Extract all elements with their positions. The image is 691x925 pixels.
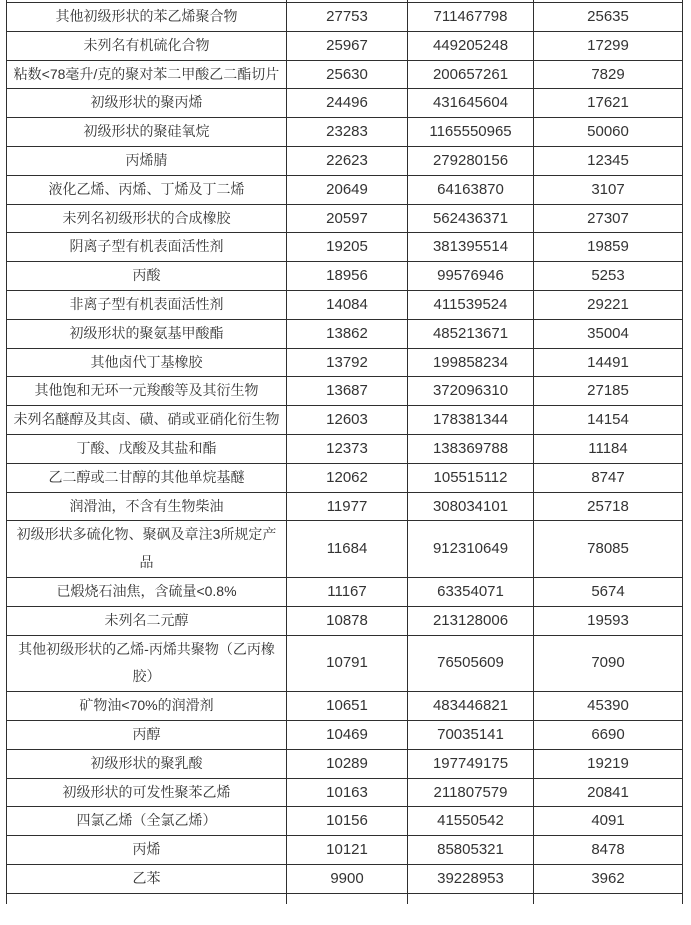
value-cell-3: 8747 [534,463,683,492]
value-cell-1: 25630 [287,60,408,89]
value-cell-3: 6690 [534,720,683,749]
product-name-cell: 粘数<78毫升/克的聚对苯二甲酸乙二酯切片 [7,60,287,89]
product-name-cell: 阴离子型有机表面活性剂 [7,233,287,262]
product-name-cell: 初级形状的聚乳酸 [7,749,287,778]
value-cell-2: 483446821 [408,692,534,721]
product-name-cell: 丙酸 [7,262,287,291]
product-name-cell: 其他卤代丁基橡胶 [7,348,287,377]
product-name-cell: 初级形状的聚硅氧烷 [7,118,287,147]
value-cell-1: 22623 [287,146,408,175]
value-cell-2: 200657261 [408,60,534,89]
product-name-cell: 丙醇 [7,720,287,749]
table-row [7,204,683,233]
value-cell-3: 3962 [534,864,683,893]
product-name-cell: 丁酸、戊酸及其盐和酯 [7,434,287,463]
value-cell-2: 562436371 [408,204,534,233]
value-cell-1: 27753 [287,3,408,32]
table-row [7,492,683,521]
product-name-cell: 四氯乙烯（全氯乙烯） [7,807,287,836]
product-name-cell: 其他饱和无环一元羧酸等及其衍生物 [7,377,287,406]
value-cell-3: 27185 [534,377,683,406]
table-row [7,720,683,749]
product-name-cell: 初级形状的聚丙烯 [7,89,287,118]
table-row [7,434,683,463]
product-name-cell: 未列名初级形状的合成橡胶 [7,204,287,233]
value-cell-2: 211807579 [408,778,534,807]
table-row [7,406,683,435]
value-cell-3: 11184 [534,434,683,463]
table-row [7,778,683,807]
value-cell-2: 138369788 [408,434,534,463]
value-cell-1: 18956 [287,262,408,291]
table-row [7,521,683,578]
value-cell-3: 50060 [534,118,683,147]
product-name-cell: 初级形状的可发性聚苯乙烯 [7,778,287,807]
product-name-cell: 其他初级形状的乙烯-丙烯共聚物（乙丙橡胶） [7,635,287,692]
value-cell-2: 76505609 [408,635,534,692]
value-cell-1: 13862 [287,319,408,348]
value-cell-1: 9900 [287,864,408,893]
table-row [7,463,683,492]
value-cell-3: 27307 [534,204,683,233]
value-cell-1: 10289 [287,749,408,778]
value-cell-3: 45390 [534,692,683,721]
value-cell-1: 10163 [287,778,408,807]
value-cell-1: 25967 [287,31,408,60]
value-cell-2: 85805321 [408,836,534,865]
table-row [7,807,683,836]
value-cell-1: 23283 [287,118,408,147]
value-cell-3: 25718 [534,492,683,521]
value-cell-1: 12373 [287,434,408,463]
table-row [7,175,683,204]
value-cell-2: 39228953 [408,864,534,893]
product-name-cell: 其他初级形状的苯乙烯聚合物 [7,3,287,32]
table-row [7,749,683,778]
value-cell-1: 24496 [287,89,408,118]
value-cell-3: 5253 [534,262,683,291]
value-cell-1: 13687 [287,377,408,406]
value-cell-2: 197749175 [408,749,534,778]
product-name-cell: 未列名醚醇及其卤、磺、硝或亚硝化衍生物 [7,406,287,435]
product-name-cell: 润滑油，不含有生物柴油 [7,492,287,521]
product-name-cell: 丙烯腈 [7,146,287,175]
value-cell-3: 20841 [534,778,683,807]
value-cell-2: 199858234 [408,348,534,377]
table-row [7,31,683,60]
table-row [7,233,683,262]
value-cell-2: 41550542 [408,807,534,836]
value-cell-3: 4091 [534,807,683,836]
clipped-cell [408,893,534,904]
clipped-cell [534,893,683,904]
product-name-cell: 未列名二元醇 [7,606,287,635]
value-cell-3: 14154 [534,406,683,435]
table-row [7,635,683,692]
value-cell-1: 10469 [287,720,408,749]
clipped-cell [7,893,287,904]
table-row [7,262,683,291]
product-name-cell: 已煅烧石油焦，含硫量<0.8% [7,577,287,606]
value-cell-3: 19219 [534,749,683,778]
value-cell-3: 19593 [534,606,683,635]
value-cell-3: 3107 [534,175,683,204]
value-cell-1: 12062 [287,463,408,492]
value-cell-1: 13792 [287,348,408,377]
table-row [7,577,683,606]
value-cell-2: 912310649 [408,521,534,578]
value-cell-1: 10651 [287,692,408,721]
product-name-cell: 液化乙烯、丙烯、丁烯及丁二烯 [7,175,287,204]
value-cell-3: 29221 [534,290,683,319]
product-name-cell: 丙烯 [7,836,287,865]
product-name-cell: 矿物油<70%的润滑剂 [7,692,287,721]
product-name-cell: 未列名有机硫化合物 [7,31,287,60]
value-cell-3: 35004 [534,319,683,348]
value-cell-3: 7829 [534,60,683,89]
product-data-table [6,0,683,904]
table-row [7,836,683,865]
value-cell-3: 17621 [534,89,683,118]
value-cell-1: 10791 [287,635,408,692]
value-cell-1: 11977 [287,492,408,521]
value-cell-1: 10121 [287,836,408,865]
value-cell-3: 8478 [534,836,683,865]
clipped-cell [287,893,408,904]
product-name-cell: 乙苯 [7,864,287,893]
value-cell-2: 1165550965 [408,118,534,147]
clipped-row-bottom [7,893,683,904]
table-row [7,864,683,893]
table-row [7,319,683,348]
value-cell-2: 64163870 [408,175,534,204]
table-row [7,3,683,32]
value-cell-2: 70035141 [408,720,534,749]
value-cell-2: 105515112 [408,463,534,492]
value-cell-2: 213128006 [408,606,534,635]
value-cell-1: 11167 [287,577,408,606]
value-cell-3: 19859 [534,233,683,262]
value-cell-3: 7090 [534,635,683,692]
product-name-cell: 非离子型有机表面活性剂 [7,290,287,319]
table-row [7,348,683,377]
value-cell-2: 372096310 [408,377,534,406]
table-row [7,118,683,147]
value-cell-3: 78085 [534,521,683,578]
table-row [7,60,683,89]
value-cell-3: 5674 [534,577,683,606]
value-cell-2: 411539524 [408,290,534,319]
value-cell-3: 17299 [534,31,683,60]
table-row [7,692,683,721]
value-cell-1: 20649 [287,175,408,204]
value-cell-2: 279280156 [408,146,534,175]
value-cell-2: 63354071 [408,577,534,606]
value-cell-3: 12345 [534,146,683,175]
value-cell-1: 19205 [287,233,408,262]
value-cell-2: 381395514 [408,233,534,262]
value-cell-2: 178381344 [408,406,534,435]
value-cell-2: 449205248 [408,31,534,60]
value-cell-2: 711467798 [408,3,534,32]
value-cell-3: 14491 [534,348,683,377]
table-row [7,377,683,406]
value-cell-1: 11684 [287,521,408,578]
value-cell-2: 431645604 [408,89,534,118]
table-row [7,89,683,118]
table-row [7,290,683,319]
product-name-cell: 乙二醇或二甘醇的其他单烷基醚 [7,463,287,492]
product-name-cell: 初级形状的聚氨基甲酸酯 [7,319,287,348]
value-cell-1: 14084 [287,290,408,319]
table-row [7,146,683,175]
product-name-cell: 初级形状多硫化物、聚砜及章注3所规定产品 [7,521,287,578]
table-row [7,606,683,635]
value-cell-1: 10878 [287,606,408,635]
value-cell-3: 25635 [534,3,683,32]
value-cell-2: 308034101 [408,492,534,521]
value-cell-2: 99576946 [408,262,534,291]
value-cell-1: 12603 [287,406,408,435]
value-cell-2: 485213671 [408,319,534,348]
value-cell-1: 10156 [287,807,408,836]
value-cell-1: 20597 [287,204,408,233]
